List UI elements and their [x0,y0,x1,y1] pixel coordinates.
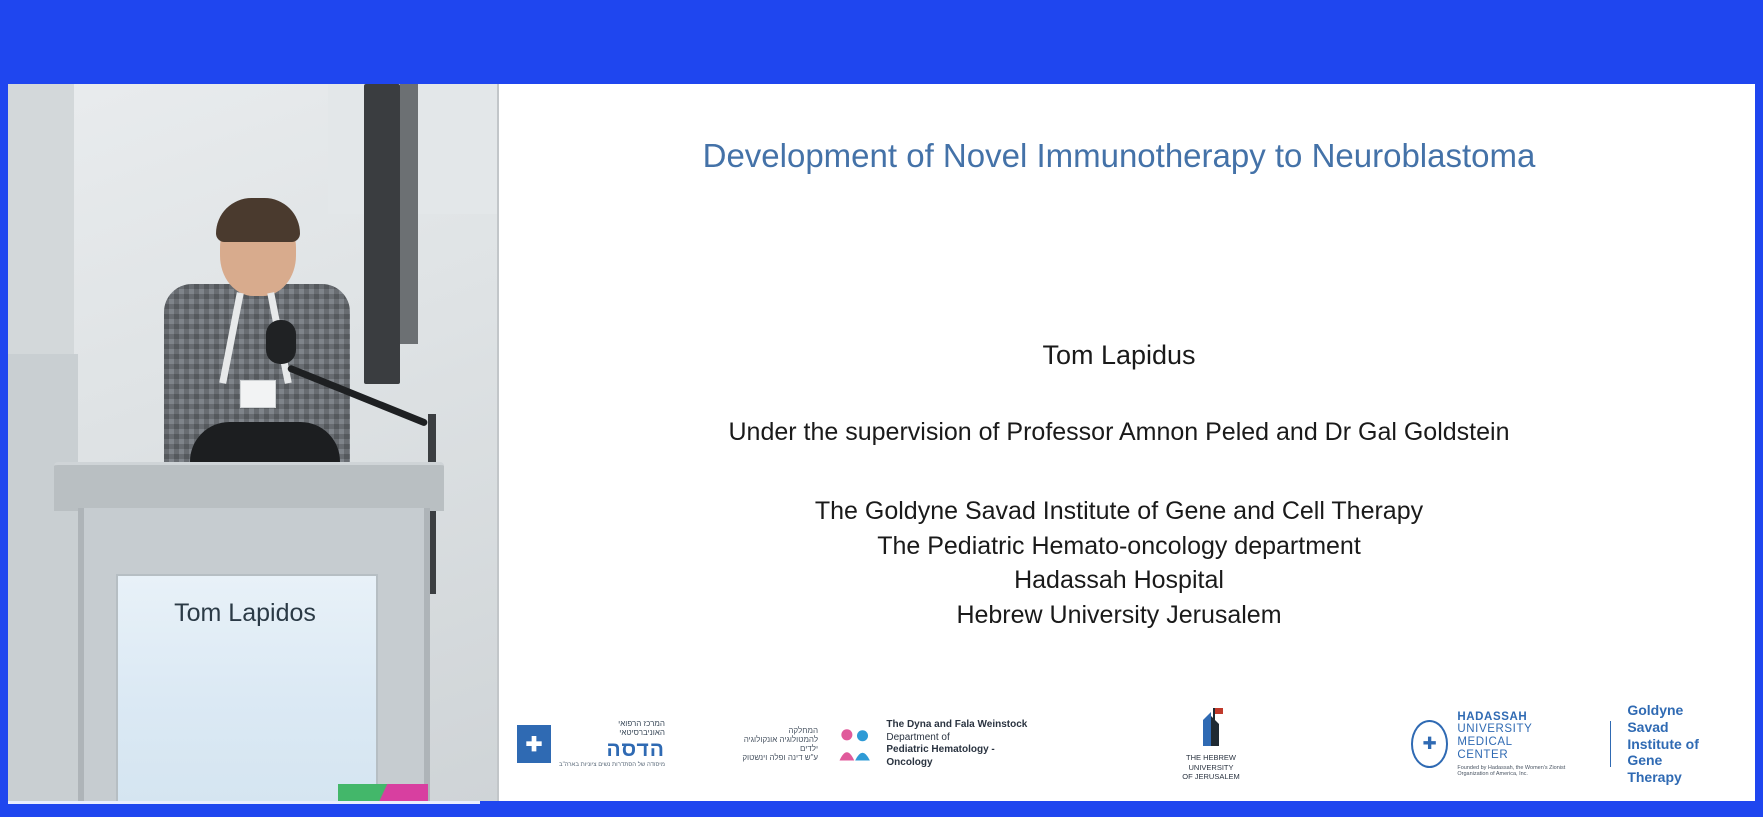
progress-fill [8,801,480,804]
hebrew-university-logo [1151,704,1271,784]
affiliation-line: The Goldyne Savad Institute of Gene and Cell Therapy [814,497,1424,525]
affiliation-line: The Pediatric Hemato-oncology department [877,531,1361,560]
lectern-color-accent [338,784,428,801]
dark-post-secondary [400,84,418,344]
speaker-hair [216,198,300,242]
conference-badge [240,380,276,408]
podium-speaker-name: Tom Lapidos [174,599,316,627]
dept-en-line1: The Dyna and Fala Weinstock [886,719,1028,730]
dept-he-line2: להמטולוגיה אונקולוגיה ילדים [743,734,819,753]
gs-footnote: Founded by Hadassah, the Women's Zionist Organization of America, Inc. [1457,765,1566,778]
hadassah-hebrew-logo [517,704,727,784]
speaker-camera-feed[interactable] [8,84,497,801]
goldyne-savad-logo [1411,704,1711,784]
wall-panel [8,354,78,801]
hadassah-he-line-top: המרכז הרפואי [618,719,665,729]
huji-line2: UNIVERSITY [1188,762,1234,772]
slide-title: Development of Novel Immunotherapy to Neuroblastoma [702,137,1536,174]
huji-line1: THE HEBREW [1185,752,1236,762]
microphone-head [266,320,296,364]
slide-logo-row [499,701,1755,787]
microphone-base [190,422,340,466]
player-progress-bar[interactable] [8,801,1755,817]
dept-en-line2: Department of [886,731,950,743]
gs-left-line1: HADASSAH [1457,710,1528,723]
slide-affiliations [539,494,1699,632]
slide-supervision: Under the supervision of Professor Amnon Peled and Dr Gal Goldstein [728,418,1510,446]
gs-right-line2: Institute of Gene [1627,735,1699,769]
wall-left [8,84,74,384]
video-frame[interactable] [8,84,1755,801]
gs-left-line3: MEDICAL [1457,736,1513,749]
affiliation-line: Hebrew University Jerusalem [956,600,1282,629]
hadassah-he-line-second: האוניברסיטאי [619,728,665,738]
gs-left-line2: UNIVERSITY [1457,723,1533,736]
huji-line3: OF JERUSALEM [1182,772,1240,782]
pediatric-department-logo [731,704,1031,784]
hadassah-mark-icon: ✚ [517,725,551,763]
huji-wordmark [1182,753,1240,782]
affiliation-line: Hadassah Hospital [1014,566,1224,594]
gs-left-line4: CENTER [1457,749,1509,762]
dept-en-line3: Pediatric Hematology - Oncology [886,744,995,768]
dept-he-line1: המחלקה [788,725,819,735]
gs-right-line3: Therapy [1627,769,1682,786]
slide-author: Tom Lapidus [1042,340,1196,370]
hadassah-seal-icon: ✚ [1411,720,1448,768]
hadassah-he-wordmark: הדסה [606,737,665,761]
lectern-top [54,462,444,511]
gs-right-line1: Goldyne Savad [1627,702,1684,735]
children-icon [834,722,876,766]
hadassah-he-line-bottom: מיסודה של הסתדרות נשים ציוניות בארה"ב [559,761,665,768]
dept-he-line3: ע"ש דינה ופלה וינשטוק [742,753,819,763]
huji-emblem-icon [1194,706,1228,750]
dark-post [364,84,400,384]
presentation-slide[interactable] [499,84,1755,801]
logo-divider [1610,721,1612,767]
